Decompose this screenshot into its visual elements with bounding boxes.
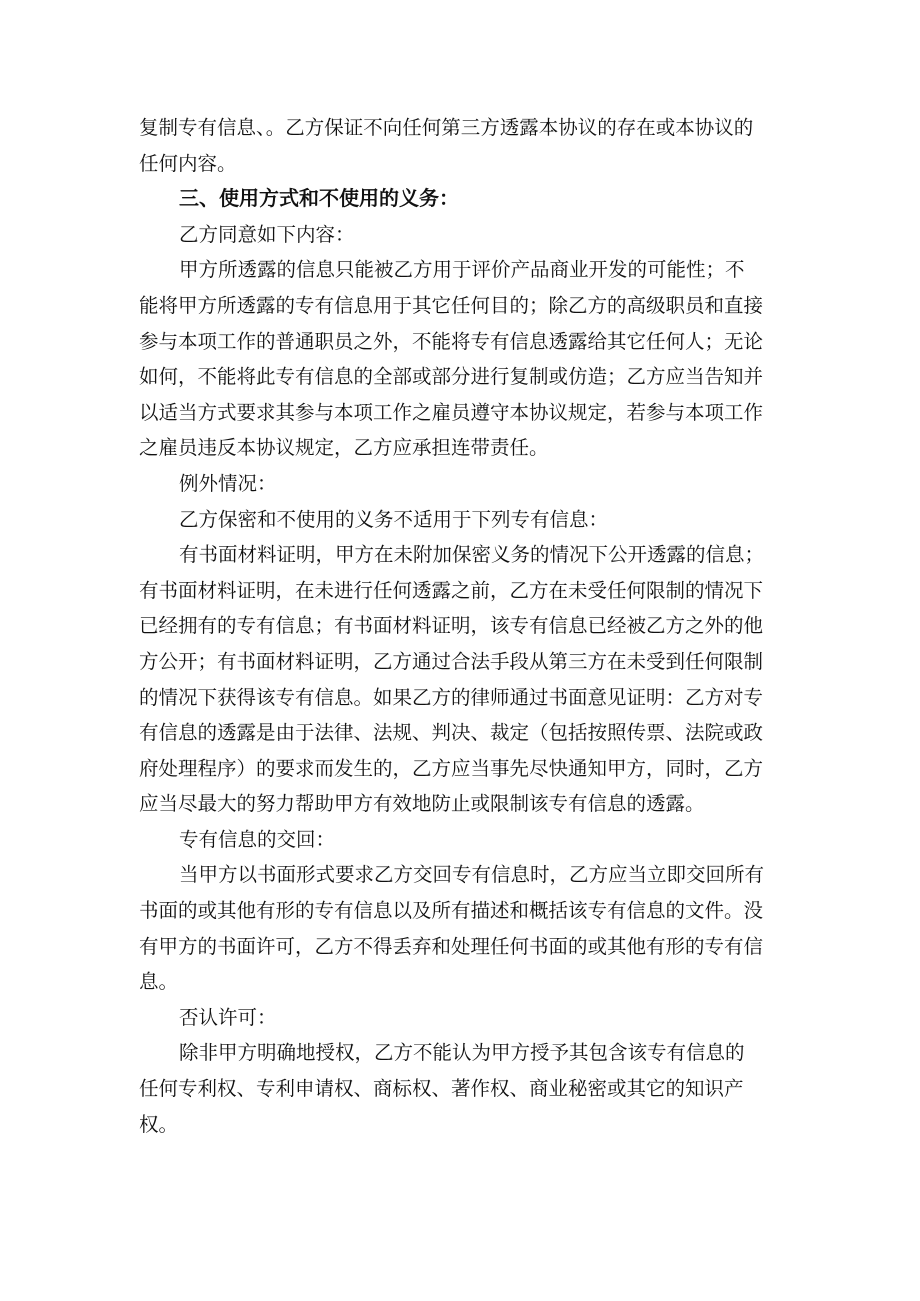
text-line: 权。 [139, 1112, 179, 1136]
section-heading: 三、使用方式和不使用的义务： [179, 186, 459, 211]
text-line: 专有信息的交回： [179, 827, 336, 851]
text-line: 有信息的透露是由于法律、法规、判决、裁定（包括按照传票、法院或政 [139, 721, 764, 745]
text-line: 乙方同意如下内容： [179, 222, 355, 246]
text-line: 应当尽最大的努力帮助甲方有效地防止或限制该专有信息的透露。 [139, 792, 705, 816]
text-line: 府处理程序）的要求而发生的，乙方应当事先尽快通知甲方，同时，乙方 [139, 756, 764, 780]
text-line: 除非甲方明确地授权，乙方不能认为甲方授予其包含该专有信息的 [179, 1041, 745, 1065]
text-line: 书面的或其他有形的专有信息以及所有描述和概括该专有信息的文件。没 [139, 899, 764, 923]
text-line: 例外情况： [179, 471, 277, 495]
text-line: 已经拥有的专有信息；有书面材料证明，该专有信息已经被乙方之外的他 [139, 614, 764, 638]
text-line: 当甲方以书面形式要求乙方交回专有信息时，乙方应当立即交回所有 [179, 863, 765, 887]
text-line: 能将甲方所透露的专有信息用于其它任何目的；除乙方的高级职员和直接 [139, 293, 764, 317]
text-line: 息。 [139, 970, 179, 994]
text-line: 的情况下获得该专有信息。如果乙方的律师通过书面意见证明：乙方对专 [139, 685, 764, 709]
text-line: 任何专利权、专利申请权、商标权、著作权、商业秘密或其它的知识产 [139, 1077, 744, 1101]
text-line: 有书面材料证明，在未进行任何透露之前，乙方在未受任何限制的情况下 [139, 578, 764, 602]
text-line: 之雇员违反本协议规定，乙方应承担连带责任。 [139, 436, 549, 460]
text-line: 参与本项工作的普通职员之外，不能将专有信息透露给其它任何人；无论 [139, 329, 764, 353]
text-line: 复制专有信息、。乙方保证不向任何第三方透露本协议的存在或本协议的 [139, 116, 754, 139]
text-line: 乙方保密和不使用的义务不适用于下列专有信息： [179, 507, 609, 531]
document-page [139, 110, 787, 1142]
text-line: 任何内容。 [139, 151, 237, 175]
text-line: 有书面材料证明，甲方在未附加保密义务的情况下公开透露的信息； [179, 543, 765, 567]
text-line: 有甲方的书面许可，乙方不得丢弃和处理任何书面的或其他有形的专有信 [139, 934, 764, 958]
text-line: 否认许可： [179, 1005, 277, 1029]
text-line: 甲方所透露的信息只能被乙方用于评价产品商业开发的可能性；不 [179, 258, 745, 282]
text-line: 以适当方式要求其参与本项工作之雇员遵守本协议规定，若参与本项工作 [139, 400, 764, 424]
text-line: 方公开；有书面材料证明，乙方通过合法手段从第三方在未受到任何限制 [139, 649, 764, 673]
text-line: 如何，不能将此专有信息的全部或部分进行复制或仿造；乙方应当告知并 [139, 365, 764, 389]
